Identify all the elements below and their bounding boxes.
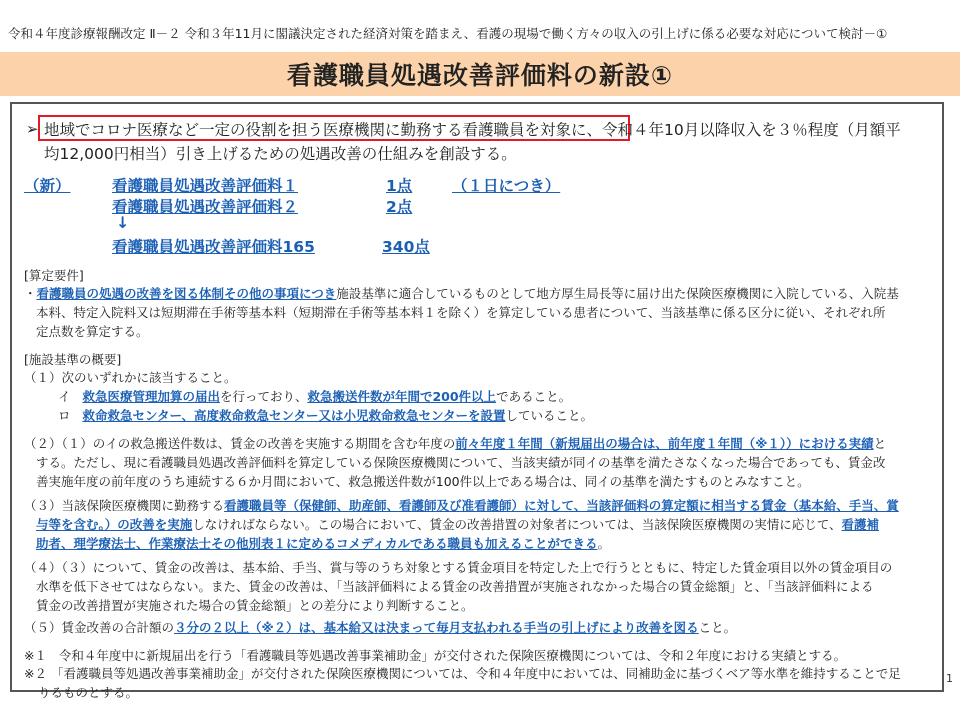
slide-header: 令和４年度診療報酬改定 Ⅱ－２ 令和３年11月に閣議決定された経済対策を踏まえ、看護の現場で働く方々の収入の引上げに係る必要な対応について検討－① [8,26,888,41]
note-1 [24,646,936,665]
new-label: （新） [24,177,71,195]
criteria-4-text-a: （４）（３）について、賃金の改善は、基本給、手当、賞与等のうち対象とする賃金項目を特定した上で行うとともに、特定した賃金項目以外の賃金項目の [24,560,893,575]
santei-text-1: 施設基準に適合しているものとして地方厚生局長等に届け出た保険医療機関に入院している、入院基 [336,286,899,301]
criteria-3-text-b: しなければならない。この場合において、賃金の改善措置の対象者については、当該保険医療機関の実情に応じて、 [192,517,842,532]
page-number: 1 [946,672,953,685]
intro-boxed-text: 地域でコロナ医療など一定の役割を担う医療機関に勤務する看護職員を対象に、 [44,121,603,139]
santei-text-2: 本料、特定入院料又は短期滞在手術等基本料（短期滞在手術等基本料１を除く）を算定している患者について、当該基準に係る区分に従い、それぞれ所 [36,305,886,320]
criteria-1-ro-text: していること。 [505,408,593,423]
criteria-4-text-b: 水準を低下させてはならない。また、賃金の改善は、「当該評価料による賃金の改善措置が実施されなかった場合の賃金総額」と、「当該評価料による [36,579,874,594]
page-title: 看護職員処遇改善評価料の新設① [286,61,674,90]
note-1-mark: ※１ [24,648,47,663]
note-2-text: 「看護職員等処遇改善事業補助金」が交付された保険医療機関については、令和４年度中においては、同補助金に基づくベア等水準を維持することで足 [50,666,901,681]
criteria-1-i-mark: イ [58,389,71,404]
note-1-text: 令和４年度中に新規届出を行う「看護職員等処遇改善事業補助金」が交付された保険医療機関については、令和２年度における実績とする。 [58,648,847,663]
criteria-1-i-highlight-1: 救急医療管理加算の届出 [82,389,220,404]
criteria-1-i [58,387,918,406]
fee-points-1: 1点 [386,177,413,195]
criteria-1-ro [58,406,918,425]
criteria-2-text-b: と [873,436,887,451]
santei-text [24,284,942,341]
bullet-dot: ・ [24,286,37,301]
shisetsu-heading: [施設基準の概要] [24,352,122,367]
intro-rest-text: 令和４年10月以降収入を３％程度（月額平 [602,121,901,139]
note-2-mark: ※２ [24,666,47,681]
title-band [0,52,960,96]
criteria-5-text-b: こと。 [698,620,737,635]
intro-line-2: 均12,000円相当）引き上げるための処遇改善の仕組みを創設する。 [44,145,517,163]
arrow-bullet-icon: ➢ [26,120,39,138]
criteria-1-i-text-2: であること。 [496,389,572,404]
criteria-3-highlight-3: 看護補 [841,517,880,532]
per-day-label: （１日につき） [452,177,561,195]
santei-highlight: 看護職員の処遇の改善を図る体制その他の事項につき [36,286,337,301]
criteria-5-text-a: （５）賃金改善の合計額の [24,620,175,635]
fee-name-2: 看護職員処遇改善評価料２ [112,198,299,216]
criteria-2 [24,434,936,491]
fee-name-165: 看護職員処遇改善評価料165 [112,238,315,256]
criteria-4-text-c: 賃金の改善措置が実施された場合の賃金総額」との差分により判断すること。 [36,598,474,613]
criteria-2-text-a: （２）（１）のイの救急搬送件数は、賃金の改善を実施する期間を含む年度の [24,436,456,451]
intro-line-1 [44,118,901,140]
criteria-1-i-text-1: を行っており、 [219,389,308,404]
content-panel [10,102,944,700]
criteria-3-highlight-2: 与等を含む。）の改善を実施 [36,517,193,532]
criteria-3 [24,496,936,553]
fee-points-165: 340点 [382,238,430,256]
criteria-5 [24,618,936,637]
criteria-3-highlight-4: 助者、理学療法士、作業療法士その他別表１に定めるコメディカルである職員も加えることができる [36,536,598,551]
down-arrow-icon: ↓ [116,213,130,232]
criteria-3-highlight-1: 看護職員等（保健師、助産師、看護師及び准看護師）に対して、当該評価料の算定額に相当する賃金（基本給、手当、賞 [224,498,899,513]
fee-points-2: 2点 [386,198,413,216]
criteria-2-text-c: する。ただし、現に看護職員処遇改善評価料を算定している保険医療機関について、当該実績が同イの基準を満たさなくなった場合であっても、賃金改 [36,455,886,470]
criteria-4 [24,558,936,615]
criteria-5-highlight: ３分の２以上（※２）は、基本給又は決まって毎月支払われる手当の引上げにより改善を図る [174,620,699,635]
criteria-1-i-highlight-2: 救急搬送件数が年間で200件以上 [307,389,497,404]
note-2 [24,664,936,702]
criteria-3-text-c: 。 [597,536,611,551]
criteria-1-ro-mark: ロ [58,408,71,423]
note-2-text-2: りるものとする。 [38,685,139,700]
santei-text-3: 定点数を算定する。 [36,324,149,339]
criteria-1-ro-highlight: 救命救急センター、高度救命救急センター又は小児救命救急センターを設置 [82,408,506,423]
criteria-2-text-d: 善実施年度の前年度のうち連続する６か月間において、救急搬送件数が100件以上である場合は、同イの基準を満たすものとみなすこと。 [36,474,810,489]
fee-name-1: 看護職員処遇改善評価料１ [112,177,299,195]
criteria-3-text-a: （３）当該保険医療機関に勤務する [24,498,225,513]
criteria-1: （１）次のいずれかに該当すること。 [24,370,237,385]
criteria-2-highlight: 前々年度１年間（新規届出の場合は、前年度１年間（※１））における実績 [455,436,874,451]
santei-heading: [算定要件] [24,268,84,283]
